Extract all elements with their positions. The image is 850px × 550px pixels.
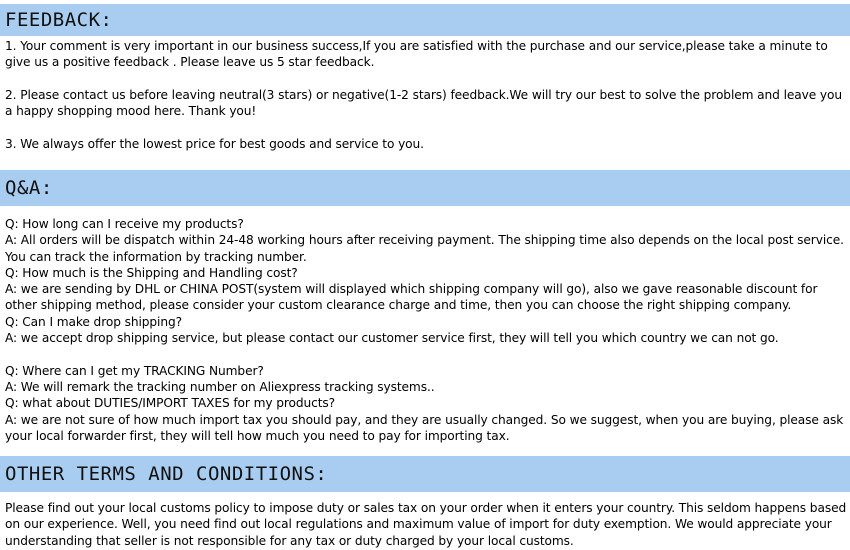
qa-answer-4: A: We will remark the tracking number on Aliexpress tracking systems.. <box>5 379 435 394</box>
qa-answer-1: A: All orders will be dispatch within 24-48 working hours after receiving payment. The shipping time also depends on the local post service. You can track the information by tracking number. <box>5 233 844 264</box>
feedback-header <box>0 4 850 36</box>
terms-text: Please find out your local customs policy to impose duty or sales tax on your order when it enters your country. This seldom happens based on our experience. Well, you need find out local regulations and maximum value of import for duty exemption. We would appreciate your understanding that seller is not responsible for any tax or duty charged by your local customs. <box>5 501 847 548</box>
feedback-item-2: 2. Please contact us before leaving neutral(3 stars) or negative(1-2 stars) feedback.We will try our best to solve the problem and leave you a happy shopping mood here. Thank you! <box>5 87 843 119</box>
qa-question-5: Q: what about DUTIES/IMPORT TAXES for my products? <box>5 396 336 411</box>
feedback-content <box>5 38 847 152</box>
qa-question-4: Q: Where can I get my TRACKING Number? <box>5 363 264 378</box>
qa-answer-2: A: we are sending by DHL or CHINA POST(system will displayed which shipping company will go), also we gave reasonable discount for other shipping method, please consider your custom clearance charge and time, then you can choose the right shipping company. <box>5 282 818 313</box>
feedback-header-text: FEEDBACK: <box>5 9 113 31</box>
feedback-item-1: 1. Your comment is very important in our business success,If you are satisfied with the purchase and our service,please take a minute to give us a positive feedback . Please leave us 5 star feedback. <box>5 39 828 70</box>
qa-question-2: Q: How much is the Shipping and Handling cost? <box>5 265 298 280</box>
qa-header <box>0 170 850 206</box>
qa-answer-3: A: we accept drop shipping service, but please contact our customer service first, they will tell you which country we can not go. <box>5 331 779 346</box>
terms-content <box>5 500 847 549</box>
qa-content <box>5 216 847 444</box>
qa-header-text: Q&A: <box>5 177 53 199</box>
feedback-item-3: 3. We always offer the lowest price for best goods and service to you. <box>5 136 424 151</box>
qa-answer-5: A: we are not sure of how much import tax you should pay, and they are usually changed. So we suggest, when you are buying, please ask your local forwarder first, they will tell how much you need to pay for importing tax. <box>5 412 844 443</box>
terms-header-text: OTHER TERMS AND CONDITIONS: <box>5 463 328 485</box>
terms-header <box>0 456 850 492</box>
qa-question-3: Q: Can I make drop shipping? <box>5 314 182 329</box>
qa-question-1: Q: How long can I receive my products? <box>5 217 244 231</box>
